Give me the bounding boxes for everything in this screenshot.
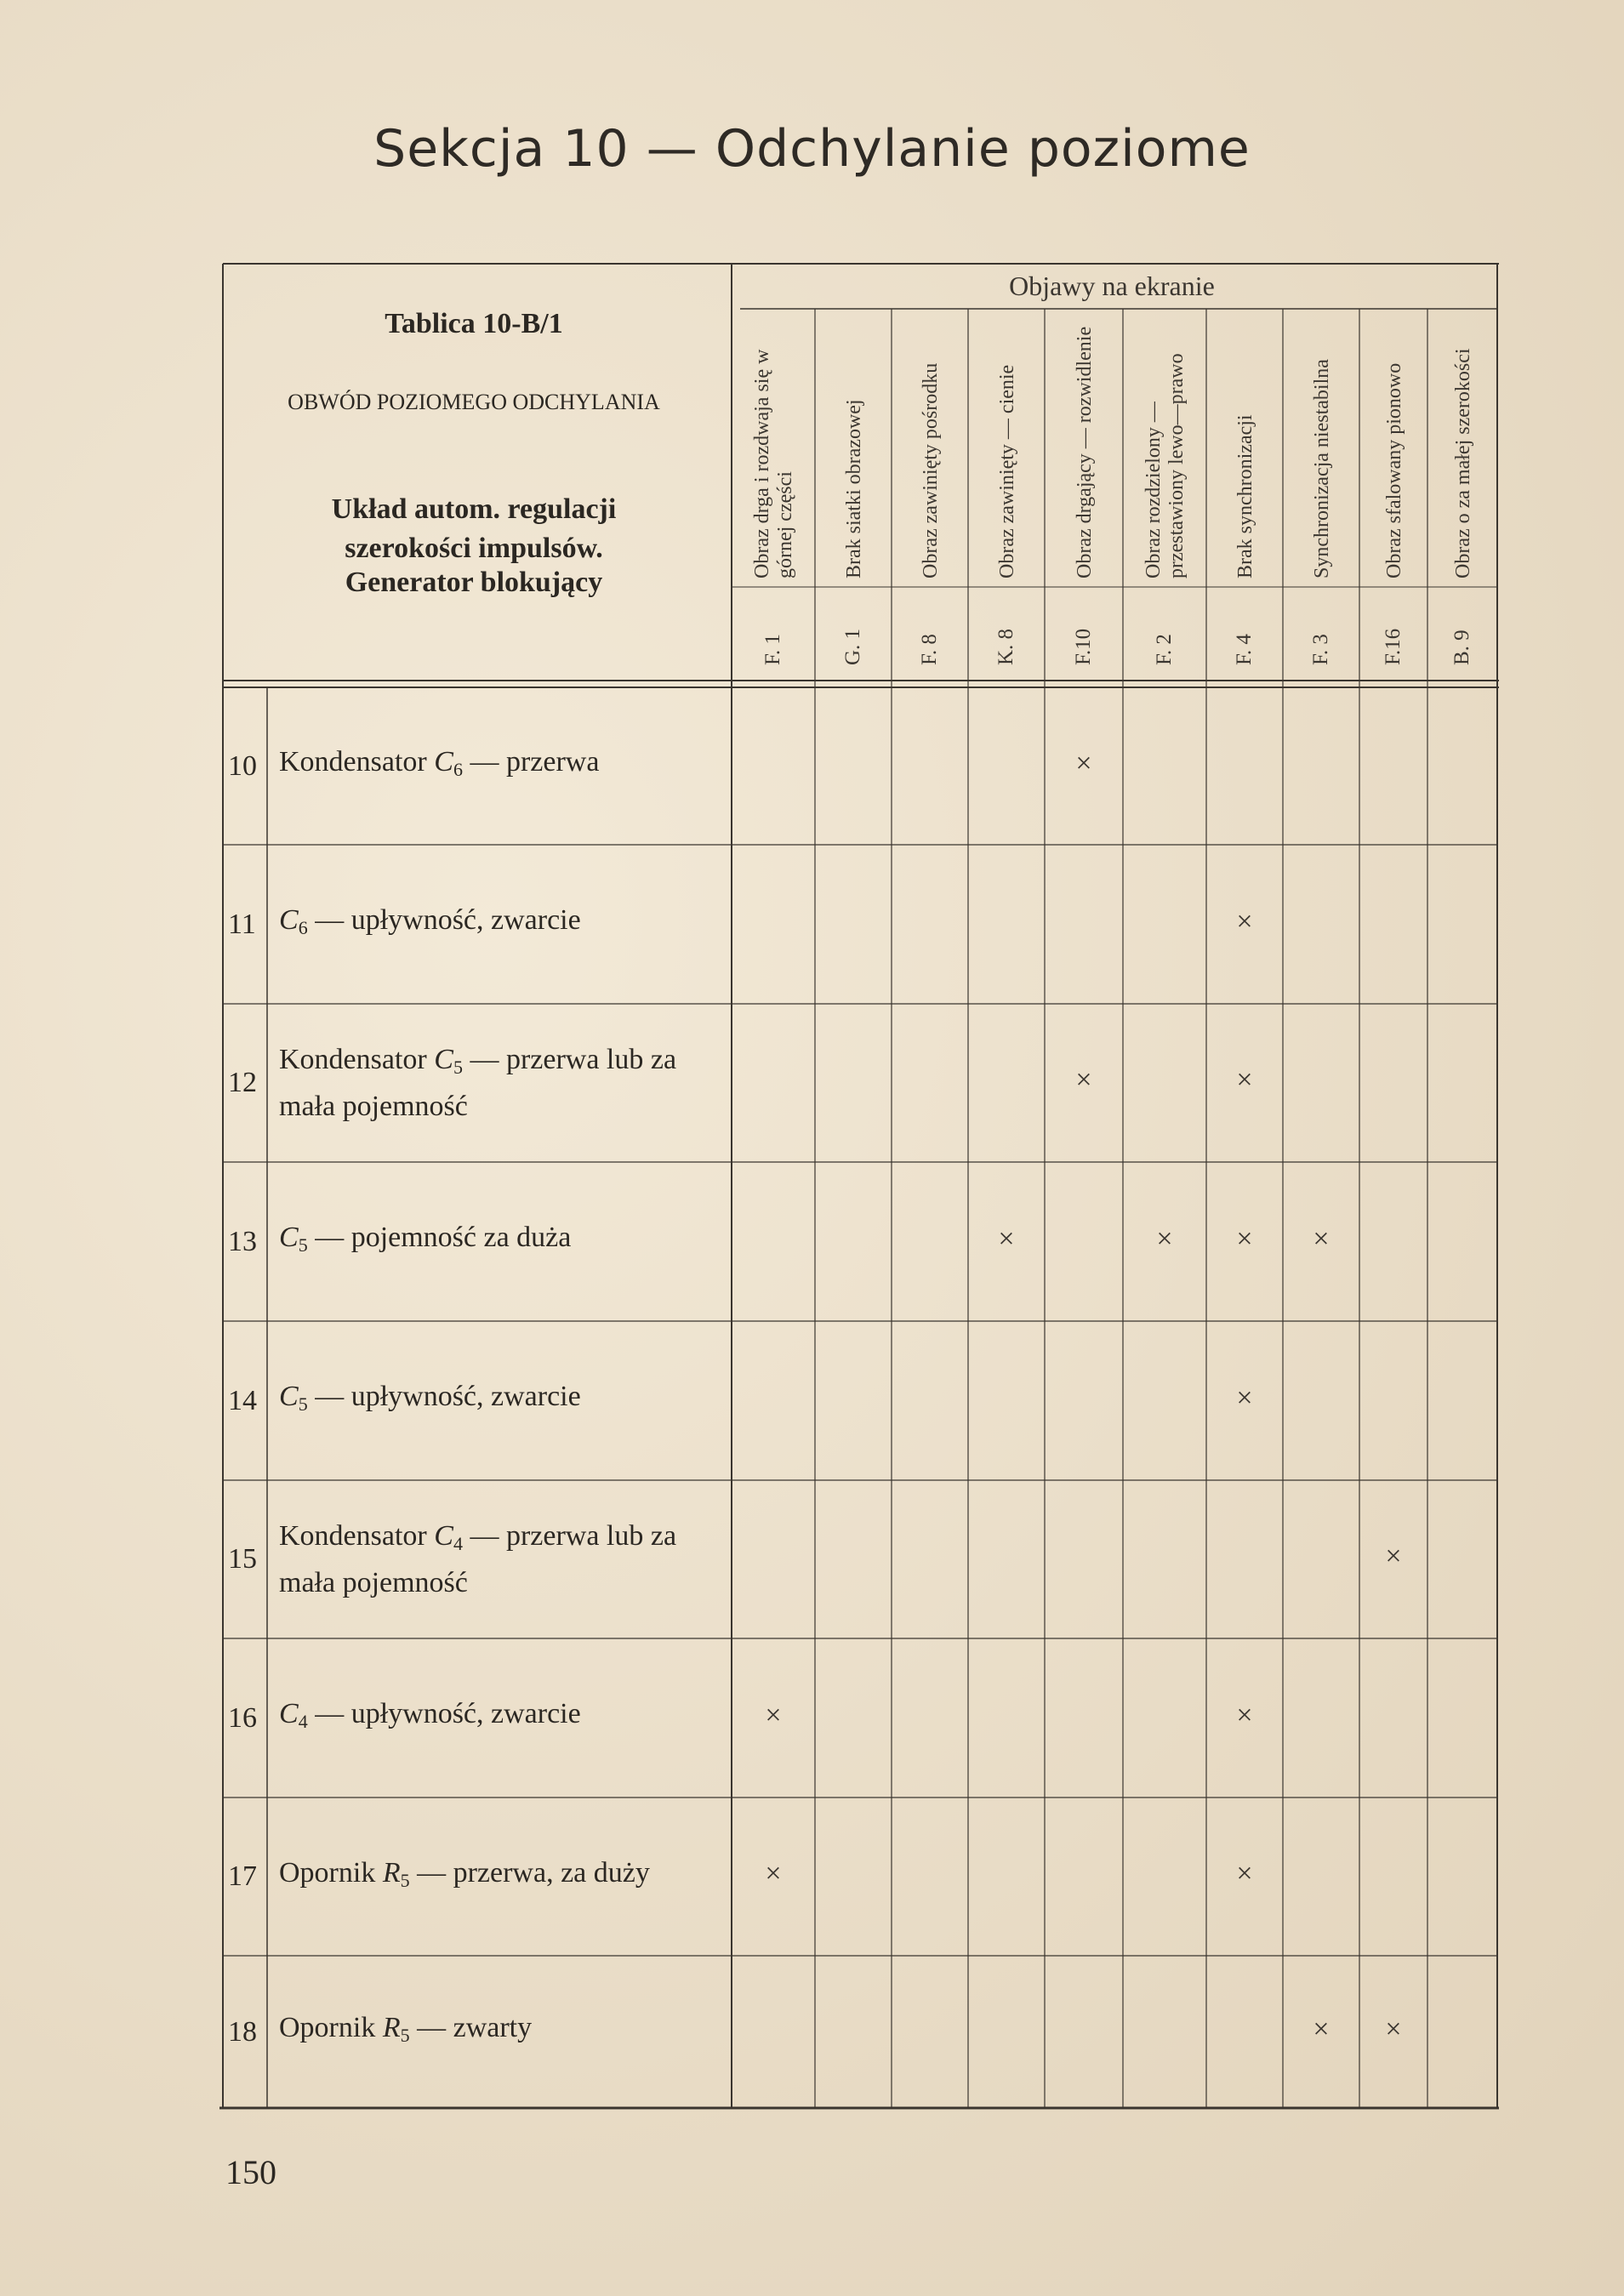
symptom-mark: × [1236,1064,1253,1096]
table-subtitle-2: Generator blokujący [345,567,603,598]
column-header-9: Obraz sfalowany pionowo [1382,362,1405,578]
row-number: 11 [228,908,256,940]
column-header-5: Obraz drgający — rozwidlenie [1073,326,1096,578]
row-number: 10 [228,749,257,782]
column-header-7: Brak synchronizacji [1234,414,1256,578]
symptom-mark: × [1313,1222,1330,1255]
row-number: 17 [228,1860,257,1892]
symptom-mark: × [1236,1222,1253,1255]
row-description: $C_5$ — pojemność za duża [279,1222,572,1256]
column-code-6: F. 2 [1153,634,1176,665]
row-number: 18 [228,2015,257,2048]
symptom-mark: × [765,1858,782,1889]
row-number: 12 [228,1067,257,1098]
row-description: Kondensator $C_4$ — przerwa lub za mała pojemność [279,1519,677,1598]
column-code-2: G. 1 [841,628,864,665]
column-code-4: K. 8 [994,628,1017,665]
column-header-1: Obraz drga i rozdwaja się w górnej części [751,349,796,578]
column-code-8: F. 3 [1309,634,1332,665]
column-code-1: F. 1 [761,634,784,665]
symptom-mark: × [1236,1382,1253,1414]
column-code-7: F. 4 [1233,634,1256,665]
symptom-mark: × [1385,2013,1402,2045]
column-code-10: B. 9 [1450,630,1473,665]
symptom-mark: × [998,1222,1015,1255]
row-description: Opornik $R_5$ — przerwa, za duży [279,1856,650,1891]
row-description: $C_5$ — upływność, zwarcie [279,1381,581,1415]
row-number: 13 [228,1225,257,1257]
row-description: Kondensator $C_5$ — przerwa lub za mała pojemność [279,1043,677,1122]
symptom-mark: × [1156,1222,1173,1255]
table-name: Tablica 10-B/1 [385,308,563,339]
table-subtitle-1: Układ autom. regulacji szerokości impulsów. [331,493,617,564]
symptom-mark: × [1236,1699,1253,1731]
column-header-8: Synchronizacja niestabilna [1310,359,1333,578]
symptom-mark: × [1313,2013,1330,2045]
column-code-5: F.10 [1072,628,1095,665]
column-header-10: Obraz o za małej szerokości [1451,348,1474,578]
row-number: 16 [228,1701,257,1734]
row-description: Opornik $R_5$ — zwarty [279,2012,533,2046]
row-number: 14 [228,1384,257,1416]
symptom-mark: × [1236,1858,1253,1889]
column-header-6: Obraz rozdzielony — przestawiony lewo—prawo [1142,353,1188,578]
symptom-mark: × [1075,1064,1092,1096]
column-code-3: F. 8 [918,634,941,665]
symptom-mark: × [1385,1541,1402,1572]
column-header-2: Brak siatki obrazowej [842,399,865,578]
symptom-mark: × [765,1699,782,1731]
page-number: 150 [225,2153,276,2191]
column-header-3: Obraz zawinięty pośrodku [919,362,942,578]
row-number: 15 [228,1543,257,1575]
column-code-9: F.16 [1382,628,1405,665]
circuit-name: OBWÓD POZIOMEGO ODCHYLANIA [288,390,660,414]
page-title: Sekcja 10 — Odchylanie poziome [373,119,1251,179]
symptoms-header: Objawy na ekranie [1009,271,1215,301]
row-description: $C_4$ — upływność, zwarcie [279,1698,581,1732]
symptom-mark: × [1236,905,1253,937]
row-description: Kondensator $C_6$ — przerwa [279,746,600,780]
symptom-mark: × [1075,747,1092,779]
column-header-4: Obraz zawinięty — cienie [995,364,1018,578]
row-description: $C_6$ — upływność, zwarcie [279,904,581,938]
